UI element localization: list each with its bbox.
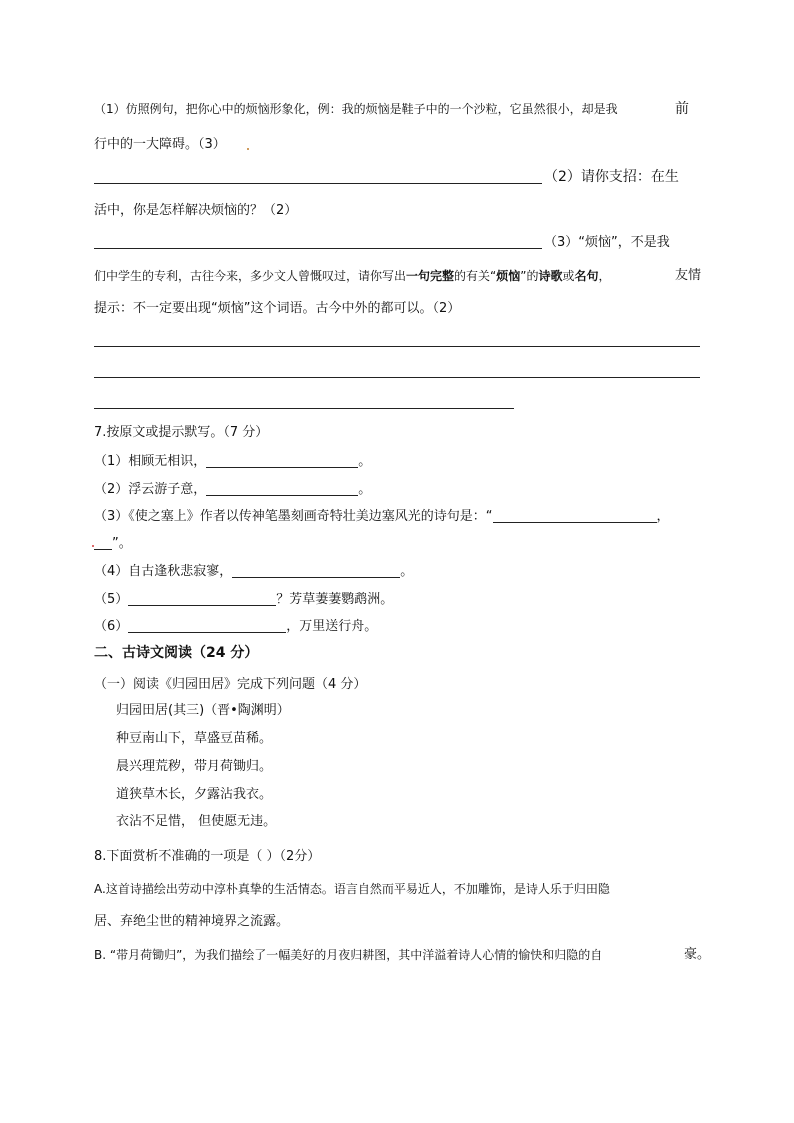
poem-line: 晨兴理荒秽，带月荷锄归。 <box>116 759 273 774</box>
poem-line: 种豆南山下，草盛豆苗稀。 <box>116 731 273 746</box>
q8-title: 8.下面赏析不准确的一项是（ ）（2分） <box>94 849 321 864</box>
q8-option-a-line1: A.这首诗描绘出劳动中淳朴真挚的生活情态。语言自然而平易近人，不加雕饰，是诗人乐于归田隐 <box>94 882 610 896</box>
poem-title: 归园田居(其三)（晋•陶渊明） <box>116 703 290 718</box>
section-heading: 二、古诗文阅读（24 分） <box>94 645 259 661</box>
q7-item-2: （2）浮云游子意， 。 <box>94 482 372 497</box>
answer-line[interactable] <box>94 377 700 378</box>
fill-blank[interactable] <box>232 563 400 578</box>
q7-item-5: （5） ？芳草萋萋鹦鹉洲。 <box>94 592 394 607</box>
q8-option-b-line1: B. “带月荷锄归”，为我们描绘了一幅美好的月夜归耕图，其中洋溢着诗人心情的愉快和归隐的自 <box>94 948 603 962</box>
q7-item-1: （1）相顾无相识， 。 <box>94 454 372 469</box>
q7-title: 7.按原文或提示默写。（7 分） <box>94 425 269 440</box>
q6-part3-line2: 们中学生的专利，古往今来，多少文人曾慨叹过，请你写出一句完整的有关“烦恼”的诗歌或名句， <box>94 269 611 283</box>
q6-part1-line1: （1）仿照例句，把你心中的烦恼形象化，例：我的烦恼是鞋子中的一个沙粒，它虽然很小，却是我 <box>94 102 618 116</box>
stray-mark <box>92 545 94 547</box>
q6-part2-line1: （2）请你支招：在生 <box>544 169 679 185</box>
answer-line[interactable] <box>94 408 514 409</box>
fill-blank[interactable] <box>493 508 657 523</box>
poem-line: 衣沾不足惜， 但使愿无违。 <box>116 814 277 829</box>
answer-line[interactable] <box>94 183 542 184</box>
q6-part3-line3: 提示：不一定要出现“烦恼”这个词语。古今中外的都可以。（2） <box>94 301 461 316</box>
poem-line: 道狭草木长，夕露沾我衣。 <box>116 787 273 802</box>
fill-blank[interactable] <box>128 591 276 606</box>
q7-item-3: （3）《使之塞上》作者以传神笔墨刻画奇特壮美边塞风光的诗句是：“ ， <box>94 509 670 524</box>
answer-line[interactable] <box>94 346 700 347</box>
q7-item-6: （6） ，万里送行舟。 <box>94 619 378 634</box>
q7-item-3-cont: ”。 <box>94 535 132 550</box>
q6-part1-line1-tail: 前 <box>675 101 689 117</box>
q6-part3-line2-tail: 友情 <box>675 268 702 283</box>
q6-part2-line2: 活中，你是怎样解决烦恼的？（2） <box>94 203 298 218</box>
answer-line[interactable] <box>94 248 542 249</box>
fill-blank[interactable] <box>206 481 358 496</box>
q6-part1-line2: 行中的一大障碍。（3） <box>94 137 226 152</box>
fill-blank[interactable] <box>206 453 358 468</box>
fill-blank[interactable] <box>128 618 286 633</box>
q8-option-a-line2: 居、弃绝尘世的精神境界之流露。 <box>94 914 290 929</box>
reading-instruction: （一）阅读《归园田居》完成下列问题（4 分） <box>94 677 367 692</box>
stray-mark <box>247 148 249 150</box>
fill-blank[interactable] <box>94 535 112 550</box>
q7-item-4: （4）自古逢秋悲寂寥， 。 <box>94 564 414 579</box>
q6-part3-line1: （3）“烦恼”，不是我 <box>544 235 670 250</box>
q8-option-b-line1-tail: 豪。 <box>684 947 711 962</box>
